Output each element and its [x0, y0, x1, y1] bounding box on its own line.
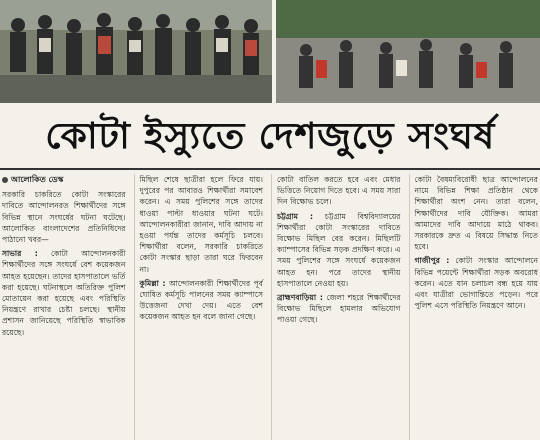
- paragraph-text: কোটা বাতিল করতে হবে এবং মেধার ভিত্তিতে নিয়োগ দিতে হবে। এ সময় সারা দিন বিক্ষোভ চলে।: [277, 175, 401, 207]
- article-columns: [0, 174, 540, 440]
- paragraph: [2, 189, 126, 245]
- headline: কোটা ইস্যুতে দেশজুড়ে সংঘর্ষ: [45, 116, 495, 157]
- paragraph-lead: গাজীপুর :: [414, 256, 450, 266]
- paragraph: [277, 174, 401, 208]
- protest-crowd-photo: [0, 0, 272, 103]
- column-1: [0, 174, 128, 440]
- paragraph-lead: সাভার :: [2, 249, 38, 259]
- column-3: [271, 174, 403, 440]
- column-4: [409, 174, 540, 440]
- byline-bullet-icon: [2, 177, 8, 183]
- paragraph-text: কোটা বৈষম্যবিরোধী ছাত্র আন্দোলনের নামে বিভিন্ন শিক্ষা প্রতিষ্ঠান থেকে শিক্ষার্থীরা অংশ নেন। তারা বলেন, শিক্ষার্থীদের দাবি যৌক্তিক। আমরা আমাদের দাবি আদায়ে মাঠে থাকব। সরকারকে দ্রুত এ বিষয়ে সিদ্ধান্ত নিতে হবে।: [414, 175, 538, 252]
- paragraph-text: মিছিল শেষে ছাত্রীরা হলে ফিরে যায়। দুপুরের পর আবারও শিক্ষার্থীরা সমাবেশ করেন। এ সময় পুলিশের সঙ্গে তাদের ধাওয়া পাল্টা ধাওয়ার ঘটনা ঘটে। আন্দোলনকারীরা জানান, দাবি আদায় না হওয়া পর্যন্ত তাদের কর্মসূচি চলবে। শিক্ষার্থীরা বলেন, সরকারি চাকরিতে কোটা সংস্কার ছাড়া তারা ঘরে ফিরবেন না।: [139, 175, 263, 274]
- byline-text: আলোকিত ডেস্ক: [11, 175, 64, 184]
- paragraph-lead: কুমিল্লা :: [139, 278, 166, 288]
- paragraph-text: কোটা সংস্কার আন্দোলনে বিভিন্ন পয়েন্টে শিক্ষার্থীরা সড়ক অবরোধ করেন। এতে যান চলাচল বন্ধ হয়ে যায় এবং যাত্রীরা ভোগান্তিতে পড়েন। পরে পুলিশ এসে পরিস্থিতি নিয়ন্ত্রণে আনে।: [414, 256, 538, 311]
- paragraph-lead: ব্রাহ্মণবাড়িয়া :: [277, 293, 323, 303]
- paragraph-text: চট্টগ্রাম বিশ্ববিদ্যালয়ের শিক্ষার্থীরা কোটা সংস্কারের দাবিতে বিক্ষোভ মিছিল বের করেন। মিছিলটি ক্যাম্পাসের বিভিন্ন সড়ক প্রদক্ষিণ করে। এ সময় পুলিশের সঙ্গে সংঘর্ষে কয়েকজন আহত হন। পরে তাদের স্থানীয় হাসপাতালে নেওয়া হয়।: [277, 211, 401, 288]
- paragraph: [2, 248, 126, 338]
- paragraph: [140, 278, 264, 323]
- paragraph-text: সরকারি চাকরিতে কোটা সংস্কারের দাবিতে আন্দোলনরত শিক্ষার্থীদের সঙ্গে বিভিন্ন স্থানে সংঘর্ষের ঘটনা ঘটেছে। আলোকিত বাংলাদেশের প্রতিনিধিদের পাঠানো খবর—: [2, 190, 126, 245]
- photo-row: [0, 0, 540, 103]
- paragraph: [277, 292, 401, 326]
- headline-rule: [0, 168, 540, 170]
- byline: [2, 174, 126, 185]
- paragraph-text: জেলা শহরে শিক্ষার্থীদের বিক্ষোভ মিছিলে হামলার অভিযোগ পাওয়া গেছে।: [277, 293, 401, 325]
- paragraph-text: আন্দোলনকারী শিক্ষার্থীদের পূর্ব ঘোষিত কর্মসূচি পালনের সময় ক্যাম্পাসে উত্তেজনা দেখা দেয়। এতে বেশ কয়েকজন আহত হন বলে জানা গেছে।: [139, 278, 263, 322]
- paragraph: [277, 211, 401, 289]
- paragraph-lead: চট্টগ্রাম :: [277, 211, 314, 221]
- column-2: [134, 174, 266, 440]
- paragraph: [140, 174, 264, 275]
- paragraph-text: কোটা আন্দোলনকারী শিক্ষার্থীদের সঙ্গে সংঘর্ষে বেশ কয়েকজন আহত হয়েছেন। তাদের হাসপাতালে ভর্তি করা হয়েছে। ঘটনাস্থলে অতিরিক্ত পুলিশ মোতায়েন করা হয়েছে এবং পরিস্থিতি নিয়ন্ত্রণে রাখার চেষ্টা চলছে। স্থানীয় প্রশাসন জানিয়েছে পরিস্থিতি স্বাভাবিক রয়েছে।: [2, 249, 126, 337]
- paragraph: [415, 255, 539, 311]
- paragraph: [415, 174, 539, 252]
- street-protest-photo: [276, 0, 540, 103]
- protest-crowd-icon: [0, 0, 272, 103]
- street-protest-icon: [276, 0, 540, 103]
